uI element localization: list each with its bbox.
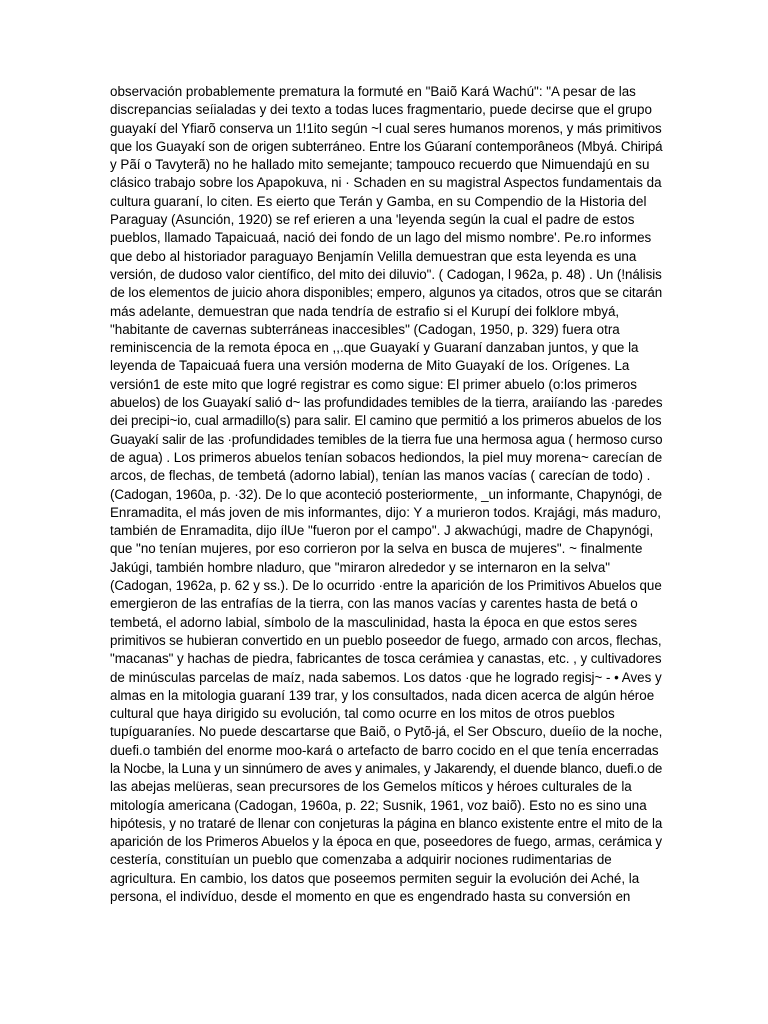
text-line: tupíguaraníes. No puede descartarse que Baiõ, o Pytõ-já, el Ser Obscuro, dueíio de la noche, [110, 724, 663, 740]
text-line: aparición de los Primeros Abuelos y la época en que, poseedores de fuego, armas, cerámica y [110, 834, 662, 850]
text-line: duefi.o también del enorme moo-kará o artefacto de barro cocido en el que tenía encerradas [110, 742, 659, 758]
text-line: la Nocbe, la Luna y un sinnúmero de aves y animales, y Jakarendy, el duende blanco, duefi.o de [110, 760, 663, 776]
text-line: Jakúgi, también hombre nladuro, que "miraron alrededor y se internaron en la selva" [110, 559, 611, 575]
text-line: cultura guaraní, lo citen. Es eierto que Terán y Gamba, en su Compendio de la Historia del [110, 193, 647, 209]
text-line: emergieron de las entrafías de la tierra, con las manos vacías y carentes hasta de betá o [110, 596, 638, 612]
text-line: que debo al historiador paraguayo Benjamín Velilla demuestran que esta leyenda es una [110, 248, 637, 264]
text-line: dei precipi~io, cual armadillo(s) para salir. El camino que permitió a los primeros abuelos de los [110, 413, 662, 429]
text-line: agricultura. En cambio, los datos que poseemos permiten seguir la evolución dei Aché, la [110, 870, 640, 886]
text-line: también de Enramadita, dijo ílUe "fueron por el campo". J akwachúgi, madre de Chapynógi, [110, 523, 654, 539]
text-line: Enramadita, el más joven de mis informantes, dijo: Y a murieron todos. Krajági, más maduro, [110, 504, 662, 520]
text-line: las abejas melüeras, sean precursores de los Gemelos míticos y héroes culturales de la [110, 779, 632, 795]
text-line: observación probablemente prematura la formuté en "Baiõ Kará Wachú": "A pesar de las [110, 84, 636, 99]
text-line: almas en la mitologia guaraní 139 trar, y los consultados, nada dicen acerca de algún héroe [110, 687, 655, 703]
text-line: tembetá, el adorno labial, símbolo de la masculinidad, hasta la época en que estos seres [110, 614, 638, 630]
text-line: abuelos) de los Guayakí salió d~ las profundidades temibles de la tierra, araiíando las ·paredes [110, 395, 663, 411]
text-line: leyenda de Tapaicuaá fuera una versión moderna de Mito Guayakí de los. Orígenes. La [110, 358, 630, 374]
text-line: hipótesis, y no trataré de llenar con conjeturas la página en blanco existente entre el mito de la [110, 815, 663, 831]
text-line: Paraguay (Asunción, 1920) se ref erieren a una 'leyenda según la cual el padre de estos [110, 212, 635, 228]
text-line: (Cadogan, 1962a, p. 62 y ss.). De lo ocurrido ·entre la aparición de los Primitivos Abuelos que [110, 578, 662, 594]
text-line: de minúsculas parcelas de maíz, nada sabemos. Los datos ·que he logrado regisj~ - • Aves y [110, 669, 662, 685]
text-line: más adelante, demuestran que nada tendría de estrafio si el Kurupí dei folklore mbyá, [110, 303, 620, 319]
text-line: (Cadogan, 1960a, p. ·32). De lo que aconteció posteriormente, _un informante, Chapynógi, de [110, 486, 663, 502]
text-line: "habitante de cavernas subterráneas inaccesibles" (Cadogan, 1950, p. 329) fuera otra [110, 321, 620, 337]
text-line: cestería, constituían un pueblo que comenzaba a adquirir nociones rudimentarias de [110, 852, 612, 868]
text-line: persona, el indivíduo, desde el momento en que es engendrado hasta su conversión en [110, 889, 631, 905]
text-line: que "no tenían mujeres, por eso corrieron por la selva en busca de mujeres". ~ finalmente [110, 541, 643, 557]
text-line: clásico trabajo sobre los Apapokuva, ni · Schaden en su magistral Aspectos fundamentais da [110, 175, 662, 191]
text-line: de agua) . Los primeros abuelos tenían sobacos hediondos, la piel muy morena~ carecían de [110, 449, 663, 465]
text-line: arcos, de flechas, de tembetá (adorno labial), tenían las manos vacías ( carecían de todo) . [110, 468, 651, 484]
text-line: mitología americana (Cadogan, 1960a, p. 22; Susnik, 1961, voz baiõ). Esto no es sino una [110, 797, 647, 813]
text-line: primitivos se hubieran convertido en un pueblo poseedor de fuego, armado con arcos, flechas, [110, 632, 662, 648]
text-line: versión, de dudoso valor científico, del mito dei diluvio". ( Cadogan, l 962a, p. 48) . Un (!nálisis [110, 266, 662, 282]
text-line: versión1 de este mito que logré registrar es como sigue: El primer abuelo (o:los primeros [110, 376, 637, 392]
text-line: cultural que haya dirigido su evolución, tal como ocurre en los mitos de otros pueblos [110, 706, 615, 722]
text-line: y Pãí o Tavyterã) no he hallado mito semejante; tampouco recuerdo que Nimuendajú en su [110, 157, 650, 173]
body-text [110, 83, 662, 906]
text-line: "macanas" y hachas de piedra, fabricantes de tosca cerámiea y canastas, etc. , y cultivadores [110, 651, 662, 667]
text-line: pueblos, llamado Tapaicuaá, nació dei fondo de un lago del mismo nombre'. Pe.ro informes [110, 230, 652, 246]
text-line: guayakí del Yfiarõ conserva un 1!1ito según ~l cual seres humanos morenos, y más primitivos [110, 120, 662, 136]
text-line: reminiscencia de la remota época en ,,.que Guayakí y Guaraní danzaban juntos, y que la [110, 340, 639, 356]
text-line: de los elementos de juicio ahora disponibles; empero, algunos ya citados, otros que se citarán [110, 285, 663, 301]
text-line: discrepancias seíialadas y dei texto a todas luces fragmentario, puede decirse que el grupo [110, 102, 652, 118]
text-line: Guayakí salir de las ·profundidades temibles de la tierra fue una hermosa agua ( hermoso curso [110, 431, 663, 447]
text-line: que los Guayakí son de origen subterráneo. Entre los Gúaraní contemporâneos (Mbyá. Chiripá [110, 138, 663, 154]
